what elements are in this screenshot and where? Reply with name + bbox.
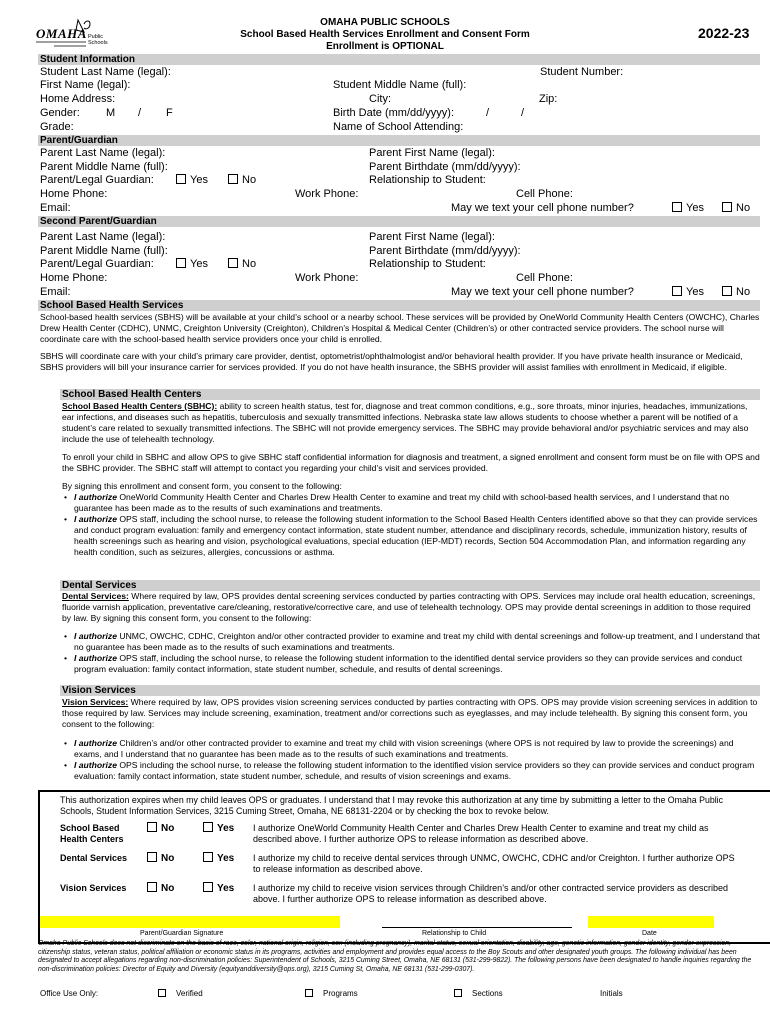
student-first-name-label: First Name (legal): (40, 79, 131, 91)
list-item: • I authorize UNMC, OWCHC, CDHC, Creighton and/or other contracted provider to examine and treat my child with dental screenings and follow-up treatment, and I understand that no guarantee has been made as to the results of such examinations and treatments. (62, 631, 760, 653)
work-phone-label: Work Phone: (295, 188, 359, 200)
office-sections[interactable]: Sections (452, 989, 503, 998)
checkbox-icon[interactable] (203, 822, 213, 832)
date-field[interactable] (588, 916, 714, 928)
parent2-text-yes[interactable]: Yes (670, 286, 704, 299)
parent2-relationship-label: Relationship to Student: (369, 258, 486, 270)
checkbox-icon[interactable] (203, 852, 213, 862)
dental-p1-text: Where required by law, OPS provides dental screening services conducted by parties contracting with OPS. Services may include oral health education, screenings, fluoride varnish application, preventative care/cleaning, restorative/corrective care, and use of telehealth technology. OPS may provide dental screenings in addition to those required by law. By signing this consent form, you consent to the following: (62, 591, 756, 623)
office-use-label: Office Use Only: (40, 989, 99, 998)
checkbox-icon[interactable] (176, 174, 186, 184)
checkbox-icon[interactable] (147, 882, 157, 892)
office-initials: Initials (600, 989, 623, 998)
consent-row-dental-label: Dental Services (60, 853, 128, 863)
dental-bullets (62, 631, 760, 675)
checkbox-icon[interactable] (203, 882, 213, 892)
parent2-birthdate-label: Parent Birthdate (mm/dd/yyyy): (369, 245, 521, 257)
legal-guardian-yes[interactable]: Yes (174, 174, 208, 187)
logo-text: OMAHA (36, 26, 87, 41)
parent-heading: Parent/Guardian (38, 135, 760, 146)
consent-row-sbhc-text: I authorize OneWorld Community Health Center and Charles Drew Health Center to examine and treat my child as described above. I further authorize OPS to release information as described above. (253, 823, 709, 844)
vision-paragraph (62, 697, 760, 730)
sbhc-paragraph-3: By signing this enrollment and consent form, you consent to the following: (62, 481, 342, 491)
office-verified[interactable]: Verified (156, 989, 203, 998)
parent2-text-question: May we text your cell phone number? (451, 286, 634, 298)
legal-guardian-no[interactable]: No (226, 174, 256, 187)
consent-dental-yes[interactable]: Yes (201, 852, 234, 865)
list-item: • I authorize Children’s and/or other contracted provider to examine and treat my child with vision screenings (where OPS is not required by law to provide the screenings) and exams, and I understand that no guarantee has been made as to the results of such examinations and treatments. (62, 738, 760, 760)
school-attending-label: Name of School Attending: (333, 121, 464, 133)
sbhs-heading: School Based Health Services (38, 300, 760, 311)
student-last-name-label: Student Last Name (legal): (40, 66, 171, 78)
checkbox-icon[interactable] (722, 202, 732, 212)
gender-slash: / (138, 107, 142, 119)
parent2-legal-guardian-no[interactable]: No (226, 258, 256, 271)
parent2-first-name-label: Parent First Name (legal): (369, 231, 495, 243)
consent-dental-no[interactable]: No (145, 852, 174, 865)
sbhs-paragraph-2: SBHS will coordinate care with your child’s primary care provider, dentist, optometrist/ophthalmologist and/or behavioral health provider. If you have private health insurance or Medicaid, SBHS providers will bill your insurance carrier for services provided. If you do not have health insurance, the SBHS provider will assist families with enrollment in Medicaid, if eligible. (40, 351, 743, 372)
list-item: • I authorize OPS including the school nurse, to release the following student information to the identified vision service providers so they can provide services and conduct program evaluation: family contact information, state student number, schedule, and results of vision screenings and exams. (62, 760, 760, 782)
checkbox-icon[interactable] (176, 258, 186, 268)
student-info-heading: Student Information (38, 54, 760, 65)
nondiscrimination-notice: Omaha Public Schools does not discriminate on the basis of race, color, national origin, religion, sex (including pregnancy), marital status, sexual orientation, disability, age, genetic information, gender identity, gender expression, citizenship status, veteran status, political affiliation or economic status in its programs, activities and employment and provides equal access to the Boy Scouts and other designated youth groups. The following individual has been designated to accept allegations regarding non-discrimination policies: Superintendent of Schools, 3215 Cuming Street, Omaha, NE 68131 (531-299-9822). The following persons have been designated to handle inquiries regarding the non-discrimination policies: Director of Equity and Diversity (equityanddiversity@ops.org), 3215 Cuming St, Omaha, NE 68131 (531-299-0307). (38, 940, 752, 973)
sbhs-paragraph-1: School-based health services (SBHS) will be available at your child’s school or a nearby school. These services will be provided by OneWorld Community Health Centers (OWCHC), Charles Drew Health Center (CDHC), UNMC, Creighton University (Creighton), Children’s Hospital & Medical Center (Children’s) or other contracted service providers. The school nurse will coordinate care with the school-based health service providers once your child is enrolled. (40, 312, 760, 344)
logo-sub-public: Public (88, 34, 103, 40)
parent2-email-label: Email: (40, 286, 71, 298)
student-middle-name-label: Student Middle Name (full): (333, 79, 467, 91)
checkbox-icon[interactable] (672, 202, 682, 212)
consent-sbhc-yes[interactable]: Yes (201, 822, 234, 835)
parent2-text-no[interactable]: No (720, 286, 750, 299)
student-number-label: Student Number: (540, 66, 624, 78)
checkbox-icon[interactable] (722, 286, 732, 296)
home-phone-label: Home Phone: (40, 188, 108, 200)
checkbox-icon[interactable] (672, 286, 682, 296)
form-title: School Based Health Services Enrollment and Consent Form (240, 29, 530, 40)
home-address-label: Home Address: (40, 93, 116, 105)
gender-m: M (106, 107, 116, 119)
sbhc-p1-text: ability to screen health status, test for, diagnose and treat common conditions, e.g., sore throats, minor injuries, headaches, immunizations, ear infections, and diseases such as hepatitis, tuberculosis and sexually transmitted infections. Nebraska state law allows students to choose whether a parent will be notified of a student’s care related to sexually transmitted infections. The SBHC will not provide emergency services. The SBHC may provide behavioral and/or psychiatric services and may also include the use of telehealth technology. (62, 401, 749, 444)
consent-vision-no[interactable]: No (145, 882, 174, 895)
parent-middle-name-label: Parent Middle Name (full): (40, 161, 168, 173)
city-label: City: (369, 93, 391, 105)
org-title: OMAHA PUBLIC SCHOOLS (320, 17, 450, 28)
sbhc-lead: School Based Health Centers (SBHC): (62, 401, 218, 411)
dental-lead: Dental Services: (62, 591, 129, 601)
parent2-middle-name-label: Parent Middle Name (full): (40, 245, 168, 257)
text-no[interactable]: No (720, 202, 750, 215)
sbhc-paragraph-1 (62, 401, 760, 445)
vision-heading: Vision Services (60, 685, 760, 696)
vision-p1-text: Where required by law, OPS provides vision screening services conducted by parties contracting with OPS. OPS may provide vision screening services in addition to those required by law. Services may include screening, examination, treatment and/or corrections such as eyeglasses, and may include telehealth. By signing this consent form, you consent to the following: (62, 697, 758, 729)
office-programs[interactable]: Programs (303, 989, 358, 998)
parent2-home-phone-label: Home Phone: (40, 272, 108, 284)
parent2-last-name-label: Parent Last Name (legal): (40, 231, 166, 243)
birth-date-slash-2: / (521, 107, 525, 119)
grade-label: Grade: (40, 121, 74, 133)
list-item: • I authorize OPS staff, including the school nurse, to release the following student information to the identified dental service providers so they can provide services and conduct program evaluation: family contact information, state student number, schedule, and results of dental screenings. (62, 653, 760, 675)
consent-sbhc-no[interactable]: No (145, 822, 174, 835)
list-item: • I authorize OPS staff, including the school nurse, to release the following student information to the School Based Health Centers identified above so that they can provide services and conduct program evaluation: family and emergency contact information, state student number, attendance and disciplinary records, schedule, immunization history, results of health screenings such as hearing and vision, psychological evaluations, special education (IEP-MDT) records, Section 504 Accommodation Plan, and information regarding any health condition, such as seizures, allergies, concussions or asthma. (62, 514, 760, 558)
parent2-work-phone-label: Work Phone: (295, 272, 359, 284)
checkbox-icon[interactable] (147, 822, 157, 832)
dental-paragraph (62, 591, 760, 624)
form-subtitle: Enrollment is OPTIONAL (326, 41, 444, 52)
relationship-label: Relationship to Student: (369, 174, 486, 186)
checkbox-icon[interactable] (158, 989, 166, 997)
checkbox-icon[interactable] (228, 174, 238, 184)
parent-last-name-label: Parent Last Name (legal): (40, 147, 166, 159)
parent-signature-label: Parent/Guardian Signature (140, 930, 224, 937)
consent-row-vision-text: I authorize my child to receive vision services through Children’s and/or other contracted service providers as described above. I further authorize OPS to release information as described above. (253, 883, 729, 904)
checkbox-icon[interactable] (147, 852, 157, 862)
parent-first-name-label: Parent First Name (legal): (369, 147, 495, 159)
consent-row-dental-text: I authorize my child to receive dental services through UNMC, OWCHC, CDHC and/or Creighton. I further authorize OPS to release information as described above. (253, 853, 735, 874)
text-question: May we text your cell phone number? (451, 202, 634, 214)
vision-lead: Vision Services: (62, 697, 129, 707)
consent-vision-yes[interactable]: Yes (201, 882, 234, 895)
school-year: 2022-23 (698, 25, 750, 41)
consent-row-sbhc-label: School Based Health Centers (60, 823, 124, 844)
list-item: • I authorize OneWorld Community Health Center and Charles Drew Health Center to examine and treat my child with school-based health services, and I understand that no guarantee has been made as to the results of such examinations and treatments. (62, 492, 760, 514)
consent-intro: This authorization expires when my child leaves OPS or graduates. I understand that I may revoke this authorization at any time by submitting a letter to the Omaha Public Schools, Student Information Services, 3215 Cuming Street, Omaha, NE 68131-2204 or by checking the box to revoke below. (60, 795, 724, 816)
vision-bullets (62, 738, 760, 782)
zip-label: Zip: (539, 93, 558, 105)
relationship-to-child-label: Relationship to Child (422, 930, 487, 937)
cell-phone-label: Cell Phone: (516, 188, 573, 200)
logo-sub-schools: Schools (88, 40, 108, 46)
checkbox-icon[interactable] (454, 989, 462, 997)
dental-heading: Dental Services (60, 580, 760, 591)
checkbox-icon[interactable] (228, 258, 238, 268)
gender-f: F (166, 107, 173, 119)
checkbox-icon[interactable] (305, 989, 313, 997)
sbhc-paragraph-2: To enroll your child in SBHC and allow OPS to give SBHC staff confidential information for diagnosis and treatment, a signed enrollment and consent form must be on file with OPS and the SBHC provider. The SBHC staff will attempt to contact you regarding your child’s visit and services provided. (62, 452, 760, 473)
parent-signature-field[interactable] (40, 916, 340, 928)
birth-date-slash-1: / (486, 107, 490, 119)
second-parent-heading: Second Parent/Guardian (38, 216, 760, 227)
text-yes[interactable]: Yes (670, 202, 704, 215)
gender-label: Gender: (40, 107, 80, 119)
birth-date-label: Birth Date (mm/dd/yyyy): (333, 107, 455, 119)
date-label: Date (642, 930, 657, 937)
sbhc-bullets (62, 492, 760, 558)
relationship-line (382, 927, 572, 928)
email-label: Email: (40, 202, 71, 214)
legal-guardian-label: Parent/Legal Guardian: (40, 174, 154, 186)
consent-row-vision-label: Vision Services (60, 883, 127, 893)
parent2-cell-phone-label: Cell Phone: (516, 272, 573, 284)
parent-birthdate-label: Parent Birthdate (mm/dd/yyyy): (369, 161, 521, 173)
parent2-legal-guardian-label: Parent/Legal Guardian: (40, 258, 154, 270)
parent2-legal-guardian-yes[interactable]: Yes (174, 258, 208, 271)
sbhc-heading: School Based Health Centers (60, 389, 760, 400)
